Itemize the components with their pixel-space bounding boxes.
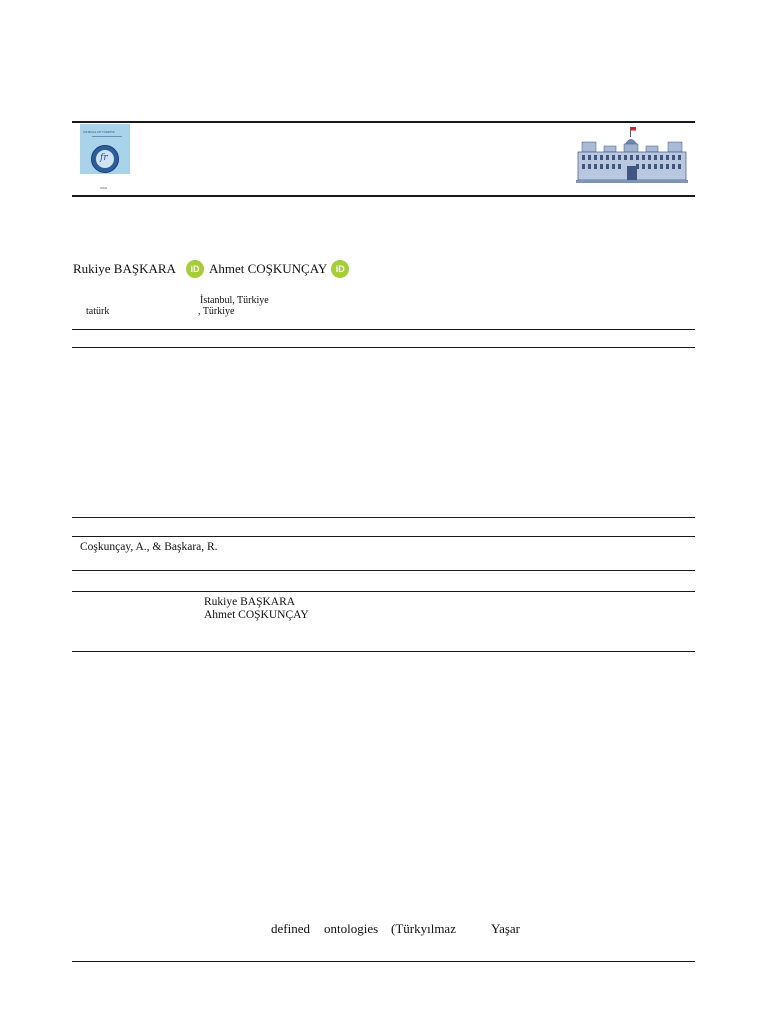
citation-text: Coşkunçay, A., & Başkara, R. [80,541,218,553]
citation-bottom-rule [72,570,695,571]
body-word: ontologies [324,921,379,936]
body-word: defined [271,921,310,936]
author-1-name: Rukiye BAŞKARA [73,261,176,276]
correspondence-name-1: Rukiye BAŞKARA [204,596,296,608]
correspondence-name-2: Ahmet COŞKUNÇAY [204,609,309,621]
affiliation-line-1: İstanbul, Türkiye [200,295,269,306]
journal-logo [80,124,130,174]
citation-top-rule [72,536,695,537]
body-word: (Türkyılmaz [391,921,456,936]
correspondence-top-rule [72,591,695,592]
university-building-image [576,126,688,184]
orcid-icon[interactable]: iD [331,260,349,278]
header-bottom-rule [72,195,695,197]
seal-mark: fr [100,153,108,163]
affiliation-line-2-right: , Türkiye [198,306,235,317]
logo-title-line [92,136,122,137]
header-top-rule [72,121,695,123]
footer-rule [72,961,695,962]
author-line [73,260,349,278]
body-word: Yaşar [491,921,521,936]
journal-seal-icon [91,145,119,173]
abstract-header-rule [72,347,695,348]
logo-title: JOURNAL OF TÜRKİYE [83,130,116,134]
logo-caption: ISSN [100,186,108,190]
correspondence-bottom-rule [72,651,695,652]
orcid-icon[interactable]: iD [186,260,204,278]
author-2-name: Ahmet COŞKUNÇAY [208,261,328,276]
abstract-top-rule [72,329,695,330]
abstract-bottom-rule [72,517,695,518]
affiliation-line-2-left: tatürk [86,306,110,317]
